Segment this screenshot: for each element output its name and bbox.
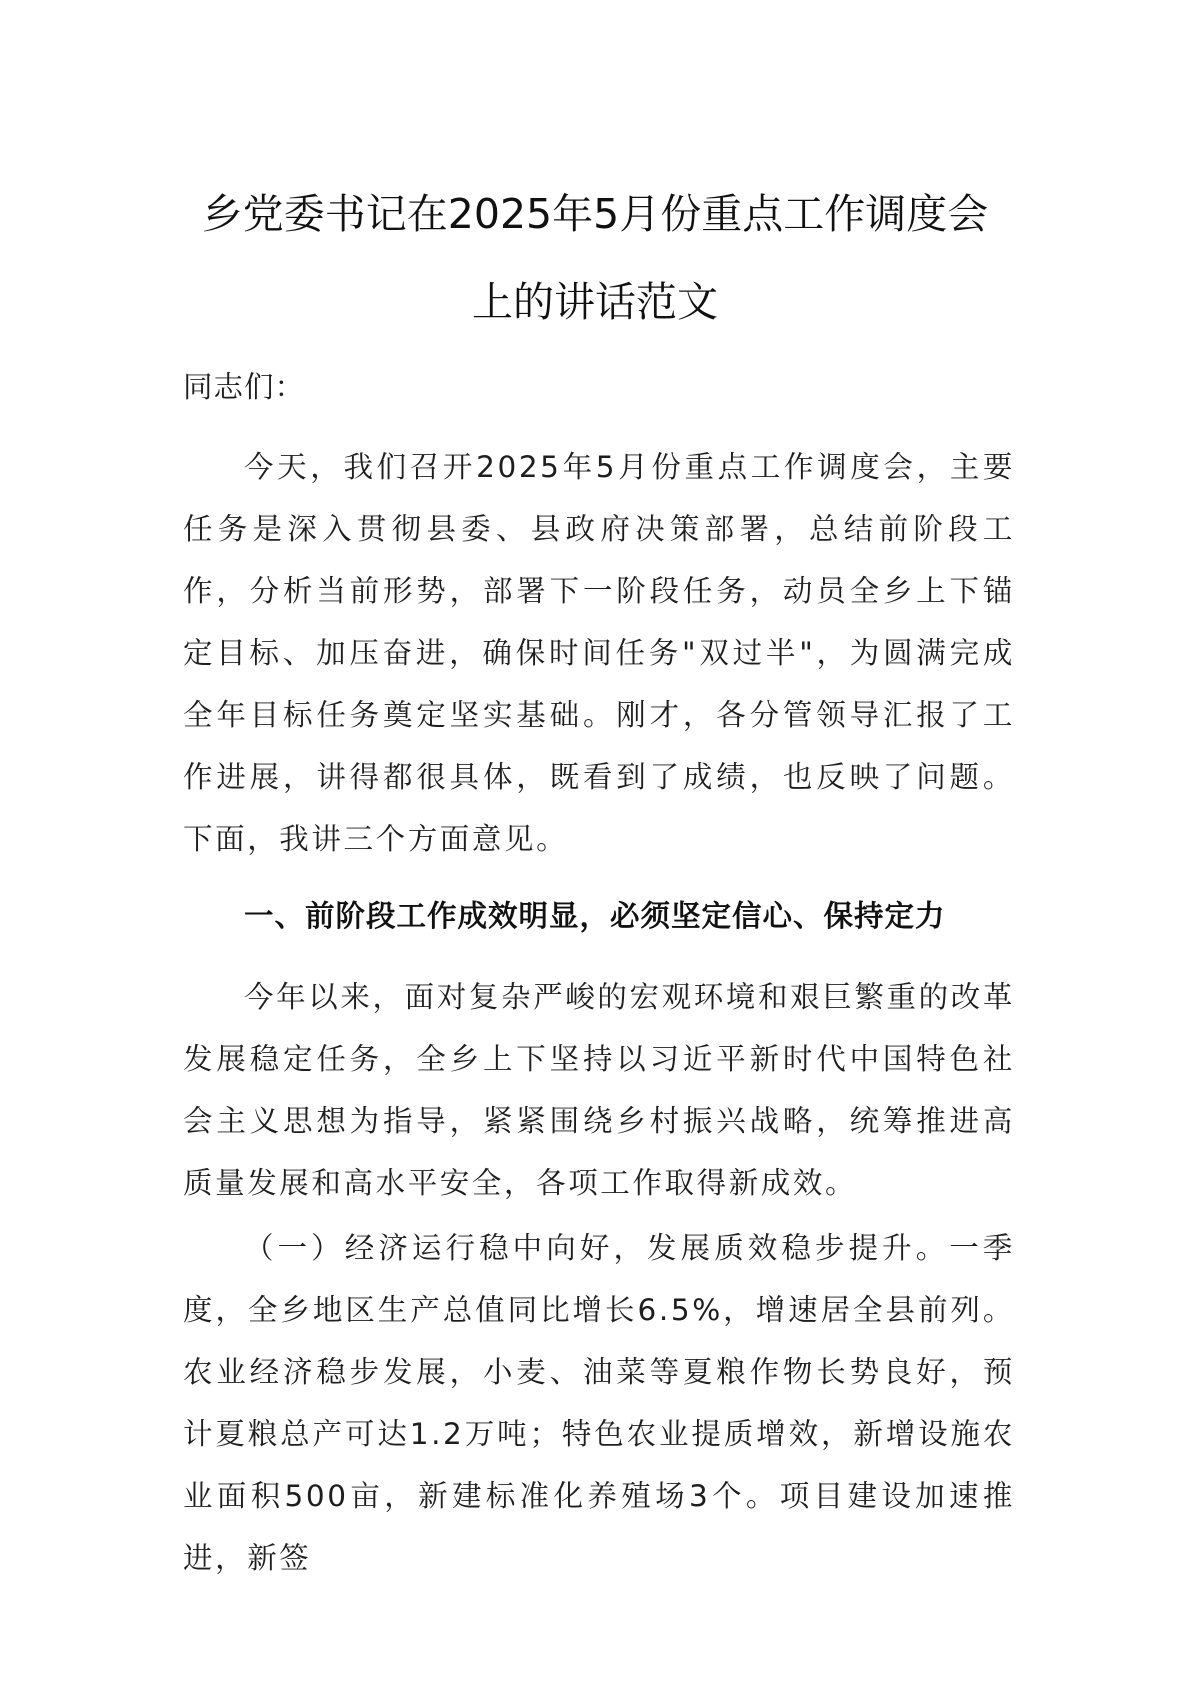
document-title bbox=[150, 170, 1040, 346]
title-line-1: 乡党委书记在2025年5月份重点工作调度会 bbox=[201, 190, 989, 238]
paragraph-overview: 今年以来，面对复杂严峻的宏观环境和艰巨繁重的改革发展稳定任务，全乡上下坚持以习近平新时代中国特色社会主义思想为指导，紧紧围绕乡村振兴战略，统筹推进高质量发展和高水平安全，各项工作取得新成效。 bbox=[183, 980, 1015, 1200]
salutation: 同志们： bbox=[183, 370, 306, 404]
paragraph-economy: （一）经济运行稳中向好，发展质效稳步提升。一季度，全乡地区生产总值同比增长6.5%，增速居全县前列。农业经济稳步发展，小麦、油菜等夏粮作物长势良好，预计夏粮总产可达1.2万吨；特色农业提质增效，新增设施农业面积500亩，新建标准化养殖场3个。项目建设加速推进，新签 bbox=[183, 1231, 1015, 1575]
paragraph-intro: 今天，我们召开2025年5月份重点工作调度会，主要任务是深入贯彻县委、县政府决策部署，总结前阶段工作，分析当前形势，部署下一阶段任务，动员全乡上下锚定目标、加压奋进，确保时间任务"双过半"，为圆满完成全年目标任务奠定坚实基础。刚才，各分管领导汇报了工作进展，讲得都很具体，既看到了成绩，也反映了问题。下面，我讲三个方面意见。 bbox=[183, 450, 1015, 856]
title-line-2: 上的讲话范文 bbox=[472, 278, 718, 326]
section-heading-1: 一、前阶段工作成效明显，必须坚定信心、保持定力 bbox=[244, 899, 946, 933]
